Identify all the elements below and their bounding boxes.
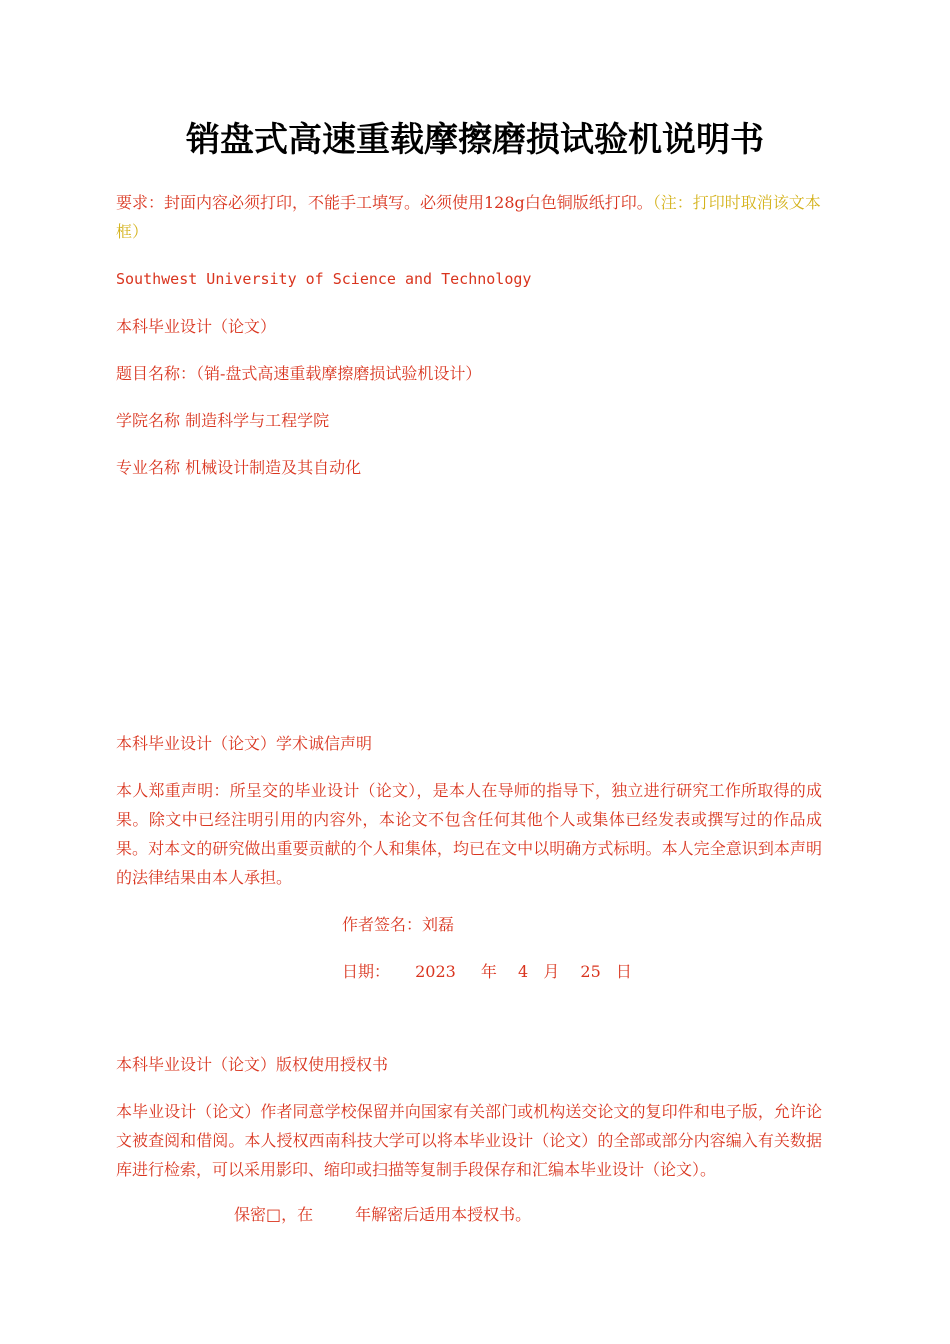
thesis-type: 本科毕业设计（论文） [116, 317, 277, 336]
date-year: 2023 [415, 962, 456, 981]
college-name: 学院名称 制造科学与工程学院 [116, 411, 330, 430]
integrity-statement: 本人郑重声明：所呈交的毕业设计（论文），是本人在导师的指导下，独立进行研究工作所取得的成果。除文中已经注明引用的内容外，本论文不包含任何其他个人或集体已经发表或撰写过的作品成果。对本文的研究做出重要贡献的个人和集体，均已在文中以明确方式标明。本人完全意识到本声明的法律结果由本人承担。 [116, 781, 822, 887]
integrity-heading: 本科毕业设计（论文）学术诚信声明 [116, 734, 373, 753]
copyright-heading: 本科毕业设计（论文）版权使用授权书 [116, 1055, 389, 1074]
requirement-note: （注：打印时取消该文本框） [116, 193, 821, 241]
major-name: 专业名称 机械设计制造及其自动化 [116, 458, 362, 477]
date-day-unit: 日 [615, 962, 632, 981]
date-month-unit: 月 [543, 962, 560, 981]
secret-prefix: 保密□，在 [234, 1205, 314, 1224]
confidentiality-line [234, 1200, 531, 1229]
date-day: 25 [580, 962, 601, 981]
date-year-unit: 年 [480, 962, 497, 981]
author-signature: 作者签名：刘磊 [342, 915, 455, 934]
date-month: 4 [518, 962, 529, 981]
date-label: 日期： [342, 962, 391, 981]
document-title: 销盘式高速重载摩擦磨损试验机说明书 [186, 120, 764, 160]
university-english-name: Southwest University of Science and Technology [116, 270, 532, 288]
topic-name: 题目名称：（销-盘式高速重载摩擦磨损试验机设计） [116, 364, 482, 383]
copyright-statement: 本毕业设计（论文）作者同意学校保留并向国家有关部门或机构送交论文的复印件和电子版，允许论文被查阅和借阅。本人授权西南科技大学可以将本毕业设计（论文）的全部或部分内容编入有关数据库进行检索，可以采用影印、缩印或扫描等复制手段保存和汇编本毕业设计（论文）。 [116, 1102, 822, 1179]
signature-date [342, 957, 632, 986]
requirement-text: 要求：封面内容必须打印，不能手工填写。必须使用128g白色铜版纸打印。 [116, 193, 653, 212]
secret-suffix: 年解密后适用本授权书。 [355, 1205, 532, 1224]
print-requirement [116, 188, 828, 246]
